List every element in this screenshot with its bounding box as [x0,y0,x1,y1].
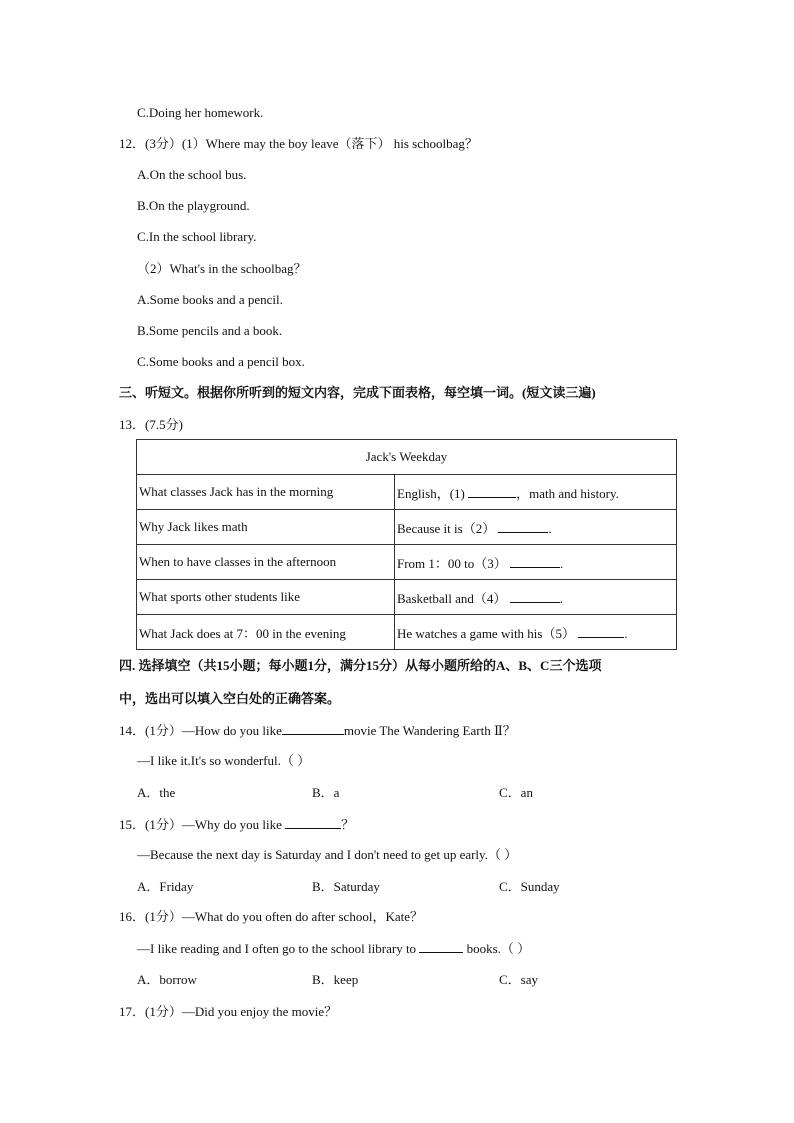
answer-prefix: Basketball and（4） [397,590,507,606]
q12-option-c: C.In the school library. [137,229,257,244]
q11-option-c: C.Doing her homework. [137,105,264,120]
q14-stem [119,722,516,739]
table-question-cell: What sports other students like [137,580,395,615]
q15-stem [119,816,354,833]
answer-blank-1[interactable] [468,485,516,498]
answer-blank-3[interactable] [510,555,560,568]
table-row [137,510,677,545]
answer-blank-5[interactable] [578,625,624,638]
table-answer-cell [395,580,677,615]
table-title: Jack's Weekday [137,440,677,475]
q13-label: 13．(7.5分) [119,417,183,432]
section4-heading-line1: 四. 选择填空（共15小题；每小题1分，满分15分）从每小题所给的A、B、C三个选项 [119,658,602,673]
table-question-cell: Why Jack likes math [137,510,395,545]
answer-prefix: From 1：00 to（3） [397,555,507,571]
q15-blank[interactable] [285,816,341,829]
q15-answer-line: —Because the next day is Saturday and I don't need to get up early.（ ） [137,847,518,862]
table-row [137,475,677,510]
table-answer-cell [395,615,677,650]
q15-option-c[interactable]: C．Sunday [499,879,560,894]
answer-blank-2[interactable] [498,520,548,533]
q15-stem-pre: 15．(1分）—Why do you like [119,817,282,832]
q14-option-b[interactable]: B．a [312,785,340,800]
q14-stem-post: movie The Wandering Earth Ⅱ？ [343,723,516,738]
q12-option-a: A.On the school bus. [137,167,247,182]
q14-stem-pre: 14．(1分）—How do you like [119,723,282,738]
q15-stem-post: ？ [341,817,355,832]
q14-blank[interactable] [282,722,344,735]
table-answer-cell [395,475,677,510]
q14-option-c[interactable]: C．an [499,785,533,800]
table-answer-cell [395,510,677,545]
q12-stem: 12．(3分）(1）Where may the boy leave（落下） his schoolbag？ [119,136,478,151]
section4-heading-line2: 中，选出可以填入空白处的正确答案。 [119,691,341,706]
q16-option-c[interactable]: C．say [499,972,539,987]
answer-suffix: . [560,555,564,571]
answer-suffix: . [548,520,552,536]
answer-prefix: He watches a game with his（5） [397,625,575,641]
answer-suffix: ，math and history. [516,485,619,501]
q16-line-post: books.（ ） [466,941,531,956]
q16-line-pre: —I like reading and I often go to the school library to [137,941,417,956]
weekday-table [136,439,677,650]
q17-stem: 17．(1分）—Did you enjoy the movie？ [119,1004,338,1019]
answer-suffix: . [559,590,563,606]
table-row [137,615,677,650]
table-question-cell: What classes Jack has in the morning [137,475,395,510]
answer-suffix: . [624,625,628,641]
q12-part2-stem: （2）What's in the schoolbag？ [137,261,307,276]
table-question-cell: What Jack does at 7：00 in the evening [137,615,395,650]
answer-blank-4[interactable] [510,590,560,603]
q16-blank[interactable] [419,940,463,953]
q16-option-a[interactable]: A．borrow [137,972,197,987]
q15-option-b[interactable]: B．Saturday [312,879,380,894]
table-row [137,580,677,615]
q12-part2-option-a: A.Some books and a pencil. [137,292,283,307]
q16-stem: 16．(1分）—What do you often do after school，Kate？ [119,909,423,924]
table-question-cell: When to have classes in the afternoon [137,545,395,580]
q12-option-b: B.On the playground. [137,198,250,213]
q12-part2-option-c: C.Some books and a pencil box. [137,354,305,369]
answer-prefix: English，(1) [397,485,465,501]
answer-prefix: Because it is（2） [397,520,496,536]
q14-answer-line: —I like it.It's so wonderful.（ ） [137,753,311,768]
q14-option-a[interactable]: A．the [137,785,176,800]
table-answer-cell [395,545,677,580]
q16-option-b[interactable]: B．keep [312,972,359,987]
section3-heading: 三、听短文。根据你所听到的短文内容，完成下面表格，每空填一词。(短文读三遍) [119,385,596,400]
q15-option-a[interactable]: A．Friday [137,879,194,894]
q16-answer-line [137,940,530,957]
q12-part2-option-b: B.Some pencils and a book. [137,323,283,338]
table-row [137,545,677,580]
table-title-row [137,440,677,475]
